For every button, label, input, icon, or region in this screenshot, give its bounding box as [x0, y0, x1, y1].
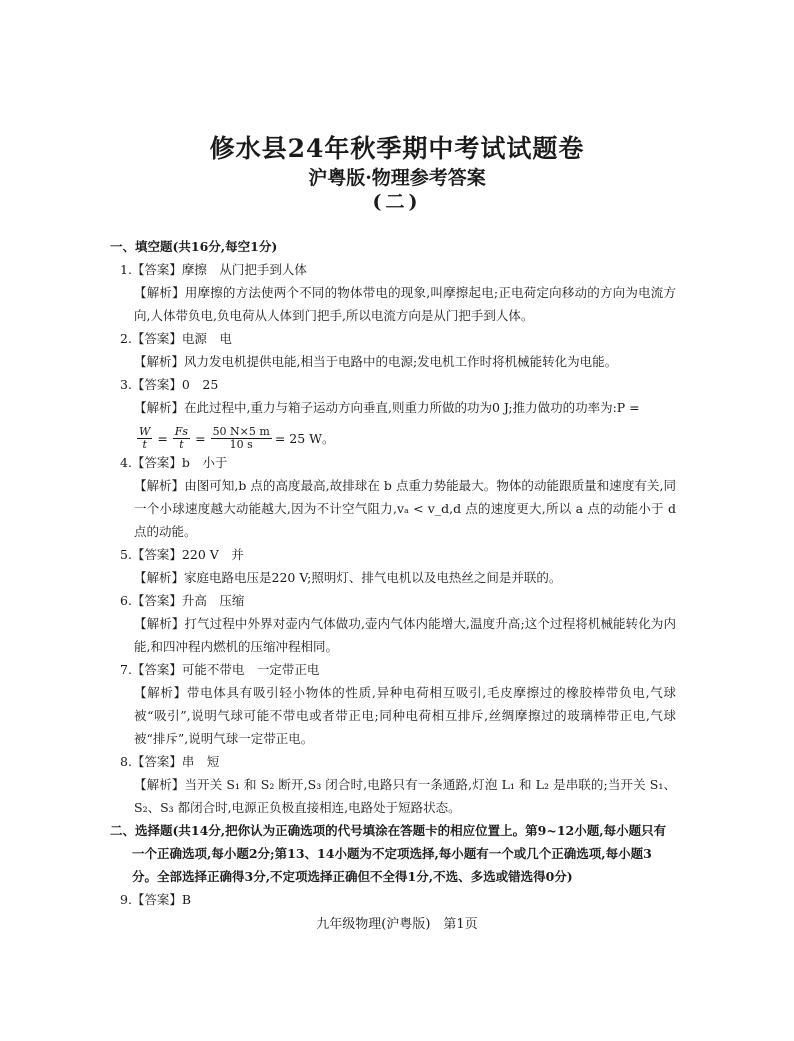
- answer-line-4: 4.【答案】b 小于: [120, 455, 228, 470]
- analysis-2: 【解析】风力发电机提供电能,相当于电路中的电源;发电机工作时将机械能转化为电能。: [134, 354, 618, 369]
- answer-line-9: 9.【答案】B: [120, 892, 192, 907]
- fraction-values: $\frac{50 N\times 5 m}{10 s}$: [212, 425, 270, 451]
- page-footer: 九年级物理(沪粤版) 第1页: [316, 917, 478, 932]
- answer-content: [110, 235, 676, 911]
- answer-line-8: 8.【答案】串 短: [120, 754, 220, 769]
- fraction-fs-over-t: $\frac{Fs}{t}$: [174, 425, 189, 451]
- analysis-3: 【解析】在此过程中,重力与箱子运动方向垂直,则重力所做的功为0 J;推力做功的功率为:P =: [134, 400, 640, 415]
- answer-line-1: 1.【答案】摩擦 从门把手到人体: [120, 262, 307, 277]
- analysis-7: 【解析】带电体具有吸引轻小物体的性质,异种电荷相互吸引,毛皮摩擦过的橡胶棒带负电,气球被“吸引”,说明气球可能不带电或者带正电;同种电荷相互排斥,丝绸摩擦过的玻璃棒带正电,气球被“排斥”,说明气球一定带正电。: [134, 685, 676, 746]
- section-heading-choice: 二、选择题(共14分,把你认为正确选项的代号填涂在答题卡的相应位置上。第9~12小题,每小题只有一个正确选项,每小题2分;第13、14小题为不定项选择,每小题有一个或几个正确选项,每小题3分。全部选择正确得3分,不定项选择正确但不全得1分,不选、多选或错选得0分): [110, 823, 667, 884]
- page-title: 修水县24年秋季期中考试试题卷: [209, 134, 585, 163]
- answer-line-5: 5.【答案】220 V 并: [120, 547, 244, 562]
- analysis-1: 【解析】用摩擦的方法使两个不同的物体带电的现象,叫摩擦起电;正电荷定向移动的方向为电流方向,人体带负电,负电荷从人体到门把手,所以电流方向是从门把手到人体。: [134, 285, 676, 323]
- answer-line-2: 2.【答案】电源 电: [120, 331, 232, 346]
- answer-line-7: 7.【答案】可能不带电 一定带正电: [120, 662, 320, 677]
- power-formula: $\frac{W}{t}$ = $\frac{Fs}{t}$ = $\frac{50 N\times 5 m}{10 s}$ = 25 W。: [139, 425, 335, 451]
- section-heading-fill-in: 一、填空题(共16分,每空1分): [110, 239, 278, 254]
- analysis-8: 【解析】当开关 S₁ 和 S₂ 断开,S₃ 闭合时,电路只有一条通路,灯泡 L₁ 和 L₂ 是串联的;当开关 S₁、S₂、S₃ 都闭合时,电源正负极直接相连,电路处于短路状态。: [134, 777, 676, 815]
- page-subtitle: 沪粤版·物理参考答案: [308, 167, 486, 189]
- analysis-5: 【解析】家庭电路电压是220 V;照明灯、排气电机以及电热丝之间是并联的。: [134, 570, 562, 585]
- formula-result: = 25 W。: [274, 431, 335, 446]
- part-label: (二): [372, 191, 422, 213]
- answer-line-3: 3.【答案】0 25: [120, 377, 219, 392]
- analysis-6: 【解析】打气过程中外界对壶内气体做功,壶内气体内能增大,温度升高;这个过程将机械能转化为内能,和四冲程内燃机的压缩冲程相同。: [134, 616, 676, 654]
- analysis-4: 【解析】由图可知,b 点的高度最高,故排球在 b 点重力势能最大。物体的动能跟质量和速度有关,同一个小球速度越大动能越大,因为不计空气阻力,vₐ < v_d,d 点的速度更大,所以 a 点的动能小于 d 点的动能。: [134, 478, 676, 539]
- fraction-w-over-t: $\frac{W}{t}$: [139, 425, 151, 451]
- answer-line-6: 6.【答案】升高 压缩: [120, 593, 245, 608]
